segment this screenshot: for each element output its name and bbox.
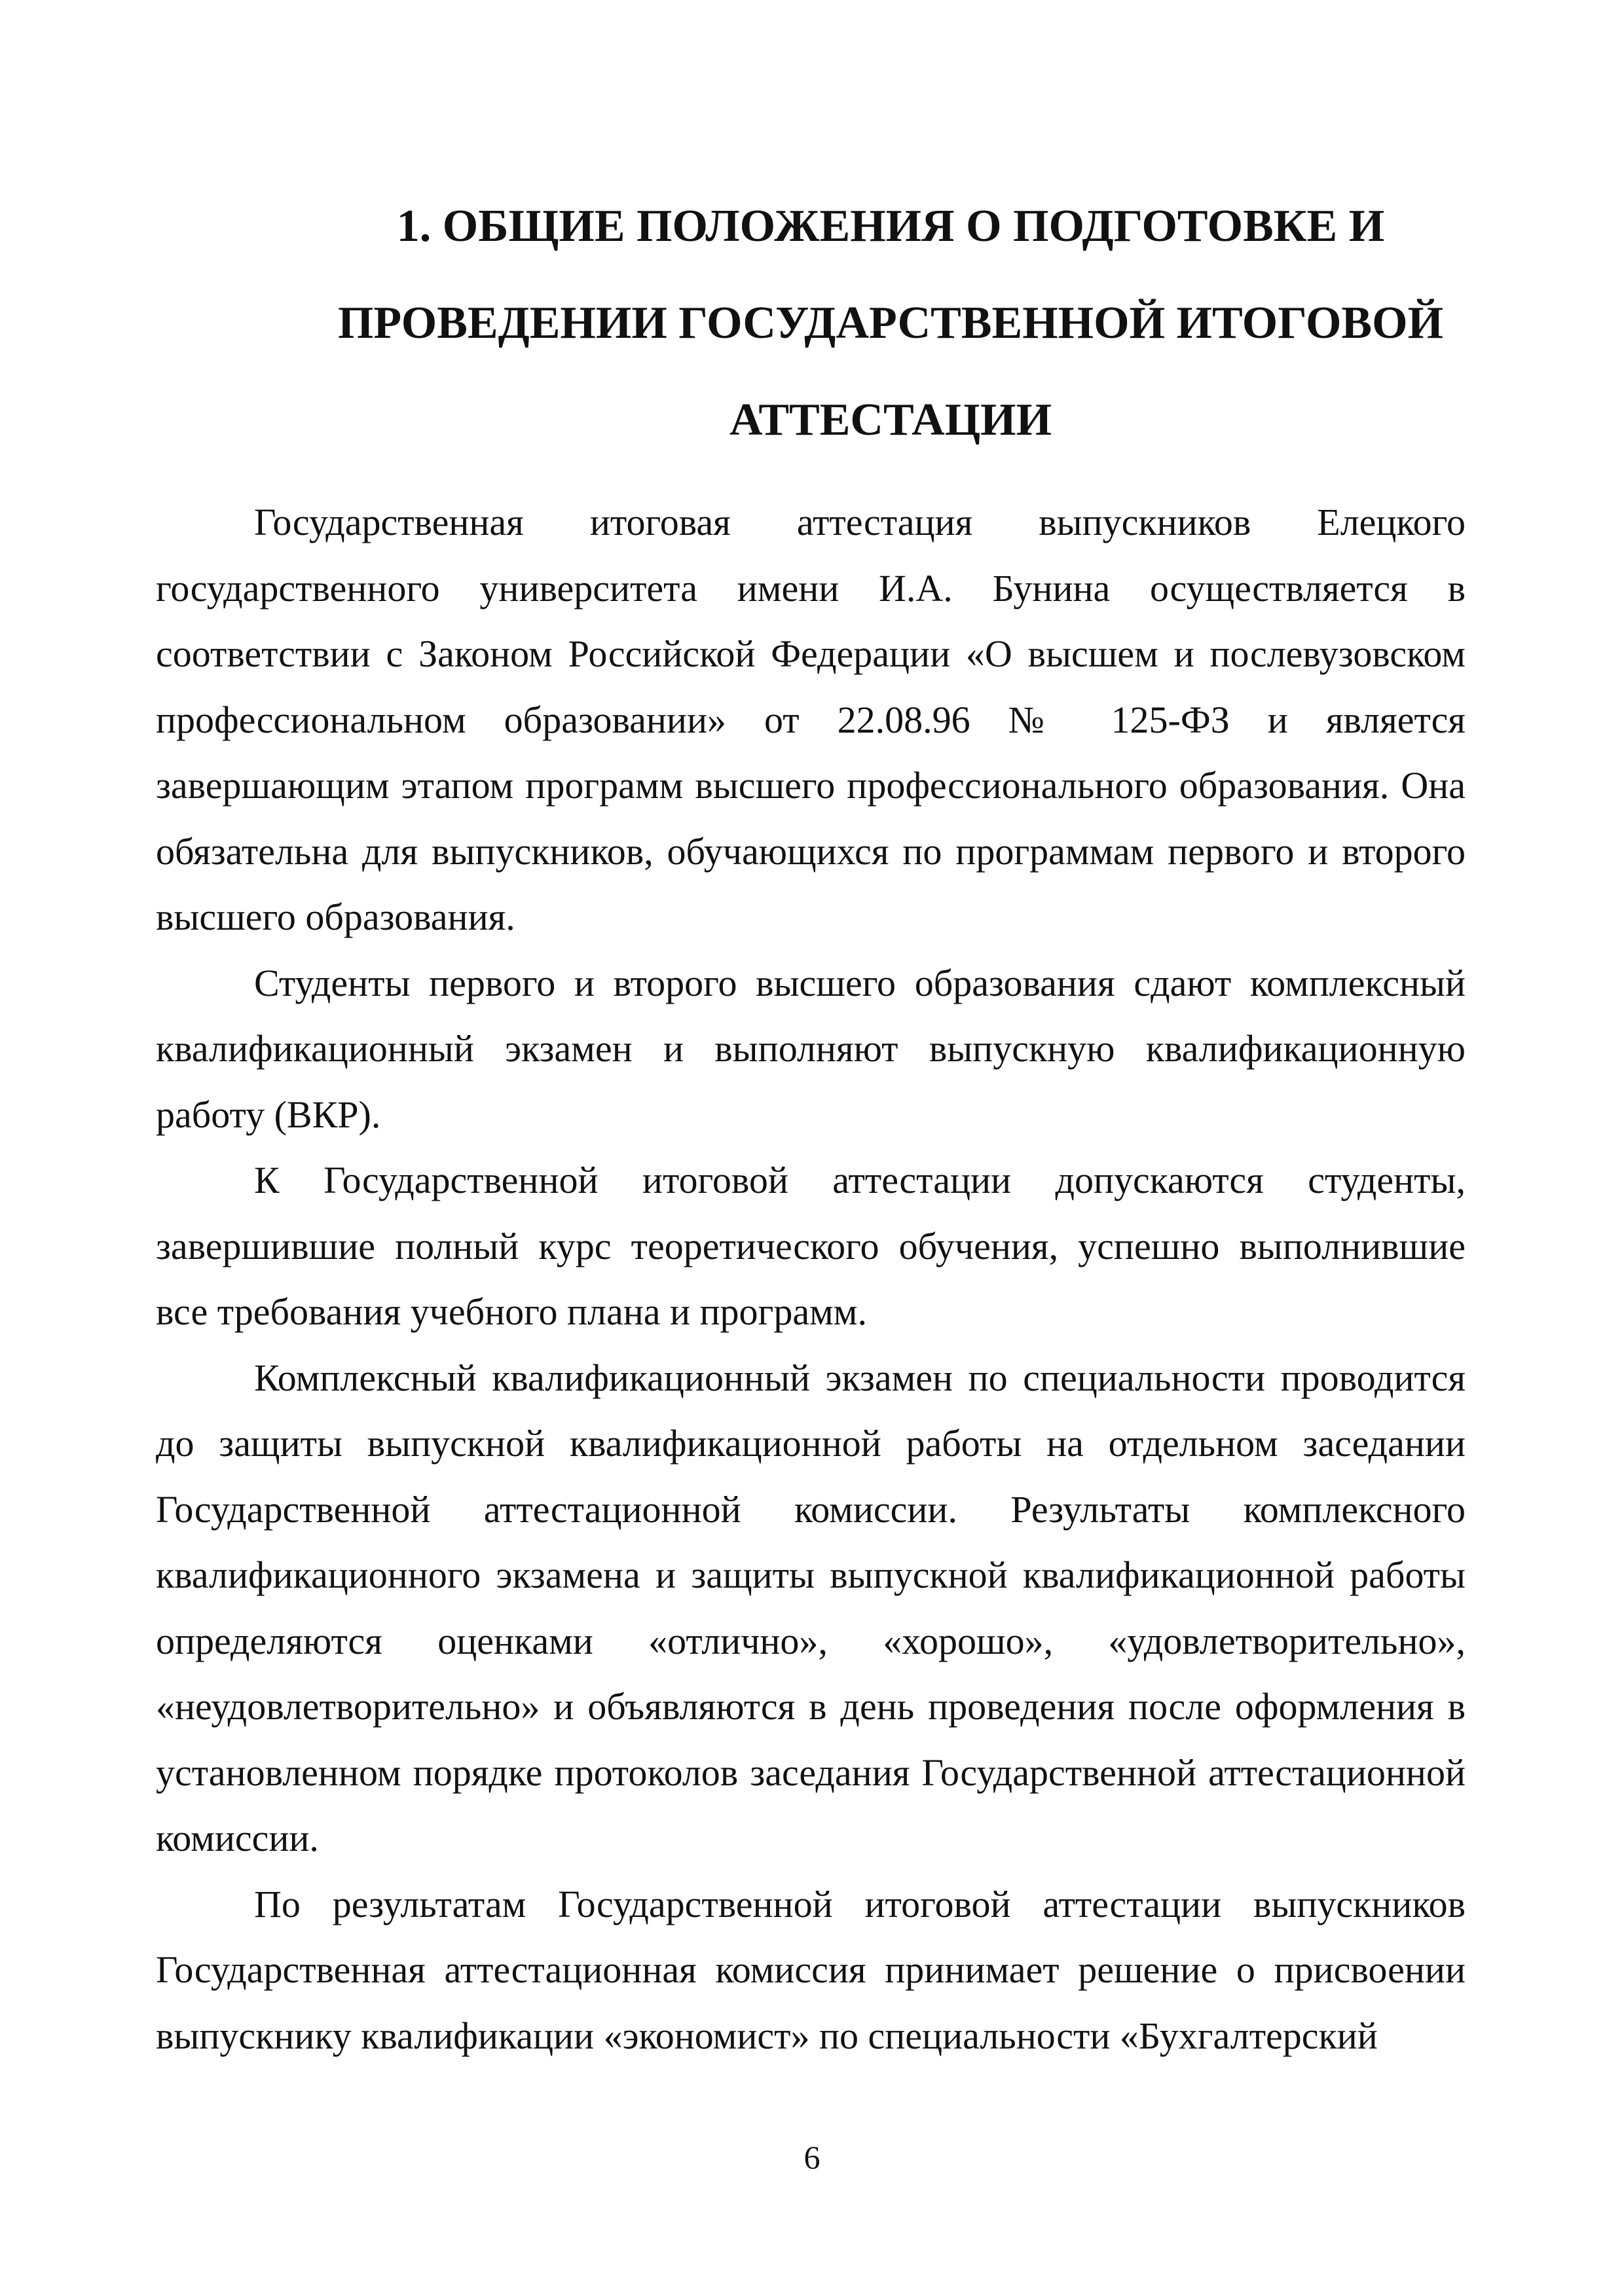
section-heading bbox=[327, 178, 1454, 469]
paragraph-attestation-basis: Государственная итоговая аттестация выпускников Елецкого государственного университета имени И.А. Бунина осуществляется в соответствии с Законом Российской Федерации «О высшем и послевузовском профессиональном образовании» от 22.08.96 № 125-ФЗ и является завершающим этапом программ высшего профессионального образования. Она обязательна для выпускников, обучающихся по программам первого и второго высшего образования. bbox=[156, 501, 1466, 938]
paragraph-exam-procedure: Комплексный квалификационный экзамен по специальности проводится до защиты выпускной квалификационной работы на отдельном заседании Государственной аттестационной комиссии. Результаты комплексного квалификационного экзамена и защиты выпускной квалификационной работы определяются оценками «отлично», «хорошо», «удовлетворительно», «неудовлетворительно» и объявляются в день проведения после оформления в установленном порядке протоколов заседания Государственной аттестационной комиссии. bbox=[156, 1356, 1466, 1859]
heading-line-3: АТТЕСТАЦИИ bbox=[729, 395, 1052, 445]
paragraph-exam-and-thesis: Студенты первого и второго высшего образования сдают комплексный квалификационный экзамен и выполняют выпускную квалификационную работу (ВКР). bbox=[156, 961, 1466, 1136]
paragraph-admission: К Государственной итоговой аттестации допускаются студенты, завершившие полный курс теоретического обучения, успешно выполнившие все требования учебного плана и программ. bbox=[156, 1159, 1466, 1333]
heading-line-1: 1. ОБЩИЕ ПОЛОЖЕНИЯ О ПОДГОТОВКЕ И bbox=[396, 201, 1385, 251]
heading-line-2: ПРОВЕДЕНИИ ГОСУДАРСТВЕННОЙ ИТОГОВОЙ bbox=[337, 298, 1444, 348]
body-text bbox=[156, 490, 1466, 2069]
page-number: 6 bbox=[803, 2139, 821, 2176]
paragraph-qualification: По результатам Государственной итоговой аттестации выпускников Государственная аттестационная комиссия принимает решение о присвоении выпускнику квалификации «экономист» по специальности «Бухгалтерский bbox=[156, 1882, 1466, 2057]
